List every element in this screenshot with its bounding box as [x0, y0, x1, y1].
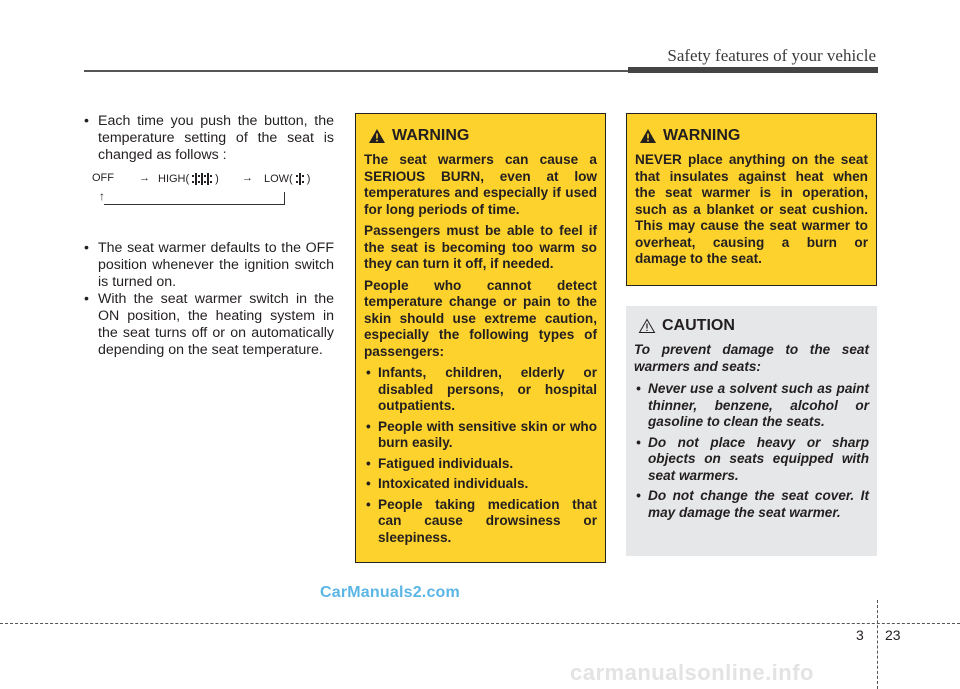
footer-rule — [0, 623, 960, 624]
list-item: • Fatigued individuals. — [364, 456, 597, 473]
warning-body — [364, 152, 597, 546]
list-item: • Infants, children, elderly or disabled persons, or hospital outpatients. — [364, 365, 597, 415]
caution-intro: To prevent damage to the seat warmers and seats: — [634, 342, 869, 374]
seq-arrow-2: → — [242, 172, 253, 184]
list-item: • Do not place heavy or sharp objects on seats equipped with seat warmers. — [634, 435, 869, 485]
bullet-temperature-setting: • Each time you push the button, the temperature setting of the seat is changed as follows : — [76, 113, 334, 164]
caution-list — [634, 381, 869, 521]
seq-high-label: HIGH( — [158, 172, 190, 185]
watermark-link[interactable]: CarManuals2.com — [320, 584, 460, 601]
warning-triangle-icon — [639, 128, 657, 144]
seq-low — [264, 172, 310, 186]
warning-title-text: WARNING — [663, 127, 741, 144]
caution-title-text: CAUTION — [662, 317, 735, 334]
seq-high-close: ) — [215, 172, 219, 185]
warning-paragraph: The seat warmers can cause a SERIOUS BURN, even at low temperatures and especially if used for long periods of time. — [364, 152, 597, 217]
seq-off: OFF — [92, 172, 114, 184]
warning-triangle-icon — [368, 128, 386, 144]
warning-title — [635, 126, 868, 146]
high-heat-icon — [189, 172, 215, 186]
passenger-list — [364, 365, 597, 546]
seq-low-close: ) — [306, 172, 311, 185]
bullet-default-off: • The seat warmer defaults to the OFF position whenever the ignition switch is turned on. — [76, 240, 334, 291]
warning-paragraph: NEVER place anything on the seat that insulates against heat when the seat warmer is in operation, such as a blanket or seat cushion. This may cause the seat warmer to overheat, causing a burn or damage to the seat. — [635, 152, 868, 266]
return-arrow: ↑ — [99, 189, 105, 203]
list-item: • Never use a solvent such as paint thinner, benzene, alcohol or gasoline to clean the seats. — [634, 381, 869, 431]
page-number: 23 — [885, 627, 901, 643]
low-heat-icon — [293, 172, 307, 186]
warning-box-burn — [355, 113, 606, 563]
seq-arrow-1: → — [139, 172, 150, 184]
caution-title — [634, 316, 869, 336]
warning-box-insulation — [626, 113, 877, 286]
seq-low-label: LOW( — [264, 172, 293, 185]
warning-paragraph: People who cannot detect temperature change or pain to the skin should use extreme caution, especially the following types of passengers: — [364, 277, 597, 359]
list-item: • People taking medication that can cause drowsiness or sleepiness. — [364, 497, 597, 547]
list-item: • People with sensitive skin or who burn easily. — [364, 419, 597, 452]
warning-body — [635, 152, 868, 268]
warning-title-text: WARNING — [392, 127, 470, 144]
chapter-number: 3 — [856, 627, 864, 643]
header-rule — [84, 70, 630, 72]
left-column — [76, 113, 334, 359]
section-title: Safety features of your vehicle — [667, 46, 876, 65]
return-line — [104, 204, 284, 205]
return-tick — [284, 192, 285, 205]
caution-body — [634, 342, 869, 521]
warning-paragraph: Passengers must be able to feel if the seat is becoming too warm so they can turn it off, if needed. — [364, 223, 597, 271]
warning-title — [364, 126, 597, 146]
temperature-sequence — [92, 172, 342, 212]
footer-divider — [877, 600, 878, 689]
seq-high — [158, 172, 219, 186]
caution-triangle-icon — [638, 318, 656, 334]
list-item: • Intoxicated individuals. — [364, 476, 597, 493]
bullet-auto-control: • With the seat warmer switch in the ON position, the heating system in the seat turns off or on automatically depending on the seat temperature. — [76, 291, 334, 359]
bottom-watermark: carmanualsonline.info — [570, 660, 814, 685]
header-bar — [628, 67, 878, 73]
list-item: • Do not change the seat cover. It may damage the seat warmer. — [634, 488, 869, 521]
caution-box — [626, 306, 877, 556]
